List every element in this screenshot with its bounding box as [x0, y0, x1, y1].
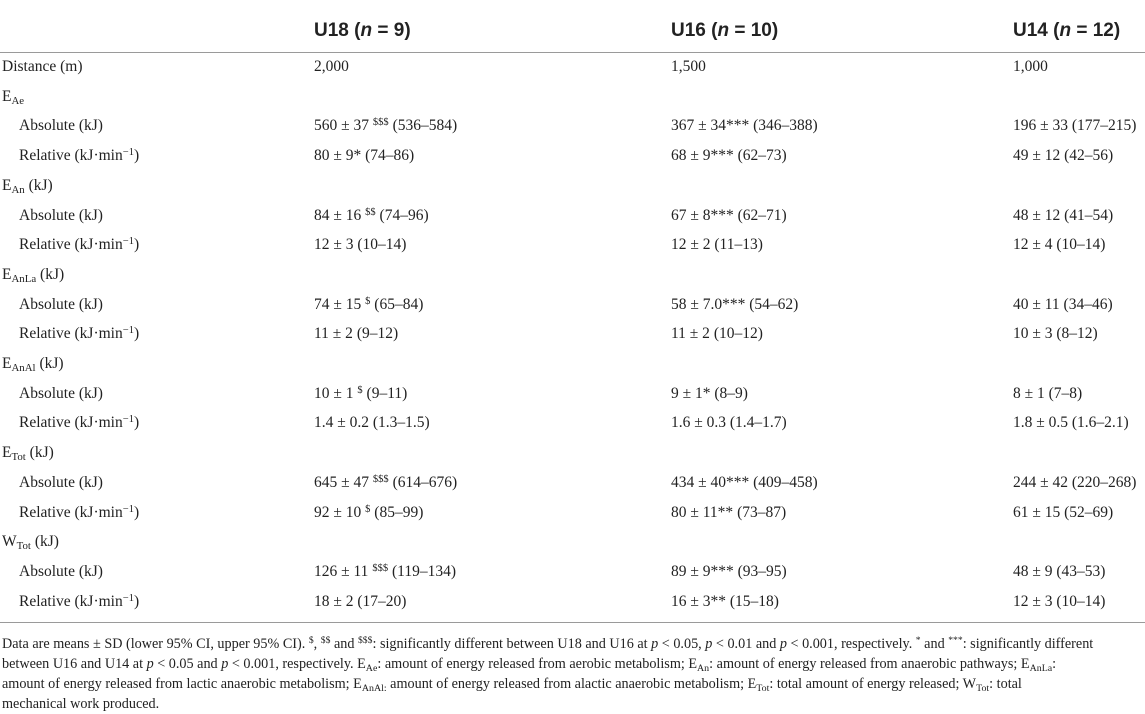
table-row [0, 117, 1145, 143]
fn-text: : significantly different between U18 and U16 at [372, 636, 652, 652]
table-row [0, 474, 1145, 500]
cell-ci: (73–87) [737, 503, 787, 521]
fn-text: < 0.05 and [153, 656, 222, 672]
row-label [19, 385, 103, 403]
cell-u16 [671, 147, 787, 165]
table-row [0, 147, 1145, 173]
row-label-unit: (kJ) [25, 444, 54, 462]
cell-ci: (54–62) [749, 295, 799, 313]
footer-rule [0, 622, 1145, 623]
fn-p: p [779, 636, 787, 652]
cell-value: 434 ± 40*** [671, 473, 750, 491]
cell-u14 [1013, 414, 1129, 432]
header-u16 [671, 20, 778, 42]
cell-u18 [314, 58, 349, 76]
cell-u18 [314, 147, 414, 165]
cell-u14 [1013, 385, 1082, 403]
fn-text: : total [989, 676, 1022, 692]
row-label-sub: Tot [11, 451, 26, 464]
row-label [19, 236, 139, 254]
cell-ci: (9–11) [366, 384, 408, 402]
table-row [0, 266, 1145, 292]
cell-u18 [314, 474, 457, 492]
row-label-unit: (kJ) [24, 176, 53, 194]
fn-sup: *** [948, 635, 963, 646]
fn-text: : significantly different [962, 636, 1094, 652]
cell-ci: (9–12) [356, 325, 399, 343]
row-label [2, 88, 24, 106]
row-label-sub: Ae [11, 94, 25, 107]
cell-u18 [314, 385, 407, 403]
row-label [19, 117, 103, 135]
fn-sup: $$$ [357, 635, 373, 646]
row-label-exp: −1 [122, 503, 134, 515]
cell-value: 80 ± 9* [314, 147, 362, 165]
row-label-text: E [2, 265, 12, 283]
cell-significance: $ [365, 503, 371, 515]
row-label [19, 296, 103, 314]
table-footnote [2, 634, 1142, 714]
cell-u18 [314, 504, 423, 522]
cell-value: 367 ± 34*** [671, 117, 750, 135]
table-row [0, 533, 1145, 559]
row-label [19, 414, 139, 432]
row-label [19, 504, 139, 522]
header-paren-open: ( [711, 20, 718, 41]
cell-value: 12 ± 3 [314, 236, 354, 254]
cell-value: 244 ± 42 (220–268) [1013, 473, 1137, 491]
header-paren-open: ( [1053, 20, 1060, 41]
cell-u14 [1013, 593, 1105, 611]
fn-text: : total amount of energy released; W [769, 676, 977, 692]
cell-u14 [1013, 325, 1098, 343]
cell-value: 2,000 [314, 58, 349, 75]
row-label-text: Relative (kJ·min [19, 325, 123, 343]
fn-text: and [920, 636, 949, 652]
fn-p: p [705, 636, 713, 652]
row-label [19, 147, 139, 165]
cell-u16 [671, 236, 763, 254]
fn-sub: Tot [756, 683, 770, 694]
cell-value: 196 ± 33 (177–215) [1013, 117, 1137, 135]
cell-value: 18 ± 2 [314, 592, 354, 610]
fn-sub: AnAl: [361, 683, 387, 694]
row-label-text: Relative (kJ·min [19, 592, 123, 610]
cell-significance: $$$ [372, 117, 389, 129]
header-label: U16 [671, 20, 706, 41]
table-row [0, 325, 1145, 351]
cell-significance: $ [365, 295, 371, 307]
row-label-text: Relative (kJ·min [19, 503, 123, 521]
cell-ci: (1.4–1.7) [729, 414, 787, 432]
cell-ci: (17–20) [357, 592, 407, 610]
row-label-sub: Tot [16, 540, 31, 553]
cell-u14 [1013, 296, 1113, 314]
fn-p: p [146, 656, 154, 672]
cell-ci: (62–73) [737, 147, 787, 165]
cell-value: 68 ± 9*** [671, 147, 734, 165]
row-label [19, 593, 139, 611]
cell-ci: (93–95) [737, 562, 787, 580]
header-n-symbol: n [717, 20, 730, 41]
table-row [0, 88, 1145, 114]
fn-sub: Ae [365, 663, 378, 674]
fn-text: between U16 and U14 at [2, 656, 147, 672]
row-label-text: Relative (kJ·min [19, 414, 123, 432]
cell-u16 [671, 385, 748, 403]
cell-value: 74 ± 15 [314, 295, 362, 313]
fn-text: , [313, 636, 321, 652]
fn-sup: $ [308, 635, 314, 646]
fn-text: mechanical work produced. [2, 696, 160, 712]
table-row [0, 385, 1145, 411]
header-n-symbol: n [360, 20, 373, 41]
row-label-close: ) [133, 592, 140, 610]
cell-u16 [671, 296, 798, 314]
row-label-unit: (kJ) [35, 355, 64, 372]
fn-text: amount of energy released from alactic anaerobic metabolism; E [386, 676, 757, 692]
fn-text: Data are means ± SD (lower 95% CI, upper 95% CI). [2, 636, 309, 652]
cell-value: 12 ± 2 [671, 236, 711, 254]
fn-text: < 0.05, [658, 636, 706, 652]
fn-text: amount of energy released from lactic anaerobic metabolism; E [2, 676, 362, 692]
table-row [0, 504, 1145, 530]
cell-u14 [1013, 563, 1105, 581]
row-label-sub: AnLa [11, 272, 37, 285]
header-label: U18 [314, 20, 349, 41]
footnote-line-2 [2, 654, 1142, 674]
row-label-text: E [2, 355, 12, 372]
row-label-sub: An [11, 183, 25, 196]
cell-value: 11 ± 2 [314, 325, 353, 343]
cell-value: 126 ± 11 [314, 562, 369, 580]
cell-value: 8 ± 1 (7–8) [1013, 384, 1083, 402]
cell-value: 12 ± 4 (10–14) [1013, 236, 1106, 254]
header-paren-close: ) [1113, 20, 1121, 41]
table-row [0, 414, 1145, 440]
row-label-text: Distance (m) [2, 58, 83, 75]
row-label-text: E [2, 176, 12, 194]
header-n-value: 10 [750, 20, 772, 41]
cell-value: 84 ± 16 [314, 206, 362, 224]
row-label-sub: AnAl [11, 362, 36, 374]
header-eq: = [729, 20, 751, 41]
cell-value: 61 ± 15 (52–69) [1013, 503, 1114, 521]
cell-u18 [314, 236, 406, 254]
cell-u16 [671, 474, 818, 492]
fn-text: : amount of energy released from aerobic metabolism; E [377, 656, 698, 672]
cell-u16 [671, 593, 779, 611]
row-label [19, 207, 103, 225]
cell-u18 [314, 207, 429, 225]
header-eq: = [1071, 20, 1093, 41]
row-label-exp: −1 [122, 592, 134, 604]
fn-sup: * [915, 635, 921, 646]
row-label-text: Relative (kJ·min [19, 236, 123, 254]
fn-text: : amount of energy released from anaerobic pathways; E [709, 656, 1030, 672]
fn-text: < 0.001, respectively. [786, 636, 916, 652]
cell-value: 40 ± 11 (34–46) [1013, 295, 1113, 313]
cell-value: 48 ± 9 (43–53) [1013, 562, 1106, 580]
cell-value: 49 ± 12 (42–56) [1013, 147, 1114, 165]
row-label-text: Absolute (kJ) [19, 384, 103, 402]
cell-value: 11 ± 2 [671, 325, 710, 343]
header-u14 [1013, 20, 1120, 42]
row-label-close: ) [133, 325, 140, 343]
cell-value: 1,500 [671, 58, 706, 75]
footnote-line-3 [2, 674, 1142, 694]
row-label [19, 563, 103, 581]
cell-value: 92 ± 10 [314, 503, 362, 521]
table-row [0, 563, 1145, 589]
cell-value: 1.8 ± 0.5 (1.6–2.1) [1013, 414, 1129, 432]
fn-text: and [330, 636, 358, 652]
cell-u18 [314, 593, 406, 611]
cell-u16 [671, 207, 787, 225]
cell-value: 12 ± 3 (10–14) [1013, 592, 1106, 610]
row-label-close: ) [133, 414, 140, 432]
cell-u14 [1013, 147, 1113, 165]
row-label-close: ) [133, 147, 140, 165]
row-label-text: Relative (kJ·min [19, 147, 123, 165]
row-label-text: W [2, 533, 17, 551]
row-label [19, 325, 139, 343]
fn-sub: Tot [976, 683, 990, 694]
cell-value: 89 ± 9*** [671, 562, 734, 580]
cell-significance: $$ [365, 206, 376, 218]
row-label-text: E [2, 444, 12, 462]
cell-value: 67 ± 8*** [671, 206, 734, 224]
cell-ci: (62–71) [737, 206, 787, 224]
cell-ci: (614–676) [392, 473, 458, 491]
cell-value: 48 ± 12 (41–54) [1013, 206, 1114, 224]
fn-text: : [1052, 656, 1057, 672]
row-label-text: Absolute (kJ) [19, 473, 103, 491]
cell-u16 [671, 58, 706, 76]
header-n-symbol: n [1059, 20, 1072, 41]
cell-u14 [1013, 236, 1105, 254]
cell-value: 1.4 ± 0.2 [314, 414, 370, 432]
fn-sub: AnLa [1029, 663, 1053, 674]
table-row [0, 355, 1145, 381]
cell-ci: (85–99) [374, 503, 424, 521]
cell-value: 58 ± 7.0*** [671, 295, 746, 313]
fn-p: p [221, 656, 229, 672]
cell-significance: $$$ [372, 473, 389, 485]
table-row [0, 444, 1145, 470]
row-label [2, 177, 53, 195]
cell-ci: (74–86) [365, 147, 415, 165]
header-label: U14 [1013, 20, 1048, 41]
table-row [0, 593, 1145, 619]
cell-value: 1.6 ± 0.3 [671, 414, 727, 432]
cell-u16 [671, 117, 818, 135]
header-rule [0, 52, 1145, 53]
table-row [0, 236, 1145, 262]
header-paren-close: ) [404, 20, 411, 41]
row-label [19, 474, 103, 492]
fn-text: < 0.001, respectively. E [228, 656, 366, 672]
cell-ci: (74–96) [379, 206, 429, 224]
cell-ci: (409–458) [753, 473, 818, 491]
cell-u18 [314, 296, 423, 314]
cell-value: 80 ± 11** [671, 503, 734, 521]
cell-u14 [1013, 474, 1136, 492]
row-label [2, 533, 59, 551]
header-paren-open: ( [354, 20, 361, 41]
row-label-text: Absolute (kJ) [19, 295, 103, 313]
footnote-line-1 [2, 634, 1142, 654]
cell-significance: $ [357, 384, 363, 396]
row-label-text: Absolute (kJ) [19, 117, 103, 135]
cell-ci: (10–14) [357, 236, 407, 254]
fn-sup: $$ [320, 635, 331, 646]
cell-ci: (15–18) [729, 592, 779, 610]
row-label-exp: −1 [122, 414, 134, 426]
cell-u14 [1013, 117, 1136, 135]
cell-ci: (8–9) [714, 384, 748, 402]
cell-value: 10 ± 1 [314, 384, 354, 402]
cell-ci: (11–13) [714, 236, 763, 254]
row-label-text: Absolute (kJ) [19, 562, 103, 580]
fn-p: p [651, 636, 659, 652]
row-label-close: ) [133, 236, 140, 254]
cell-ci: (346–388) [753, 117, 818, 135]
cell-u16 [671, 325, 763, 343]
cell-u14 [1013, 207, 1113, 225]
fn-sub: An [697, 663, 710, 674]
row-label-unit: (kJ) [30, 533, 59, 551]
cell-u18 [314, 563, 456, 581]
cell-value: 16 ± 3** [671, 592, 727, 610]
table-row [0, 58, 1145, 84]
row-label-exp: −1 [122, 147, 134, 159]
row-label [2, 444, 54, 462]
cell-u14 [1013, 504, 1113, 522]
row-label-exp: −1 [122, 236, 134, 248]
cell-value: 1,000 [1013, 58, 1048, 75]
row-label-exp: −1 [122, 325, 134, 337]
cell-u14 [1013, 58, 1048, 76]
cell-u16 [671, 563, 787, 581]
fn-text: < 0.01 and [712, 636, 780, 652]
cell-ci: (65–84) [374, 295, 424, 313]
cell-ci: (10–12) [713, 325, 763, 343]
cell-value: 9 ± 1* [671, 384, 711, 402]
row-label [2, 266, 64, 284]
table-row [0, 296, 1145, 322]
cell-ci: (536–584) [392, 117, 458, 135]
header-n-value: 12 [1092, 20, 1114, 41]
header-eq: = [372, 20, 394, 41]
row-label [2, 58, 82, 76]
cell-value: 10 ± 3 (8–12) [1013, 325, 1098, 343]
cell-u16 [671, 504, 786, 522]
cell-ci: (1.3–1.5) [372, 414, 430, 432]
cell-value: 645 ± 47 [314, 473, 370, 491]
cell-value: 560 ± 37 [314, 117, 370, 135]
row-label-close: ) [133, 503, 140, 521]
cell-u16 [671, 414, 787, 432]
cell-u18 [314, 414, 430, 432]
header-n-value: 9 [393, 20, 405, 41]
table-row [0, 177, 1145, 203]
row-label [2, 355, 64, 373]
cell-ci: (119–134) [391, 562, 456, 580]
footnote-line-4 [2, 694, 1142, 714]
table-row [0, 207, 1145, 233]
header-paren-close: ) [771, 20, 779, 41]
cell-u18 [314, 117, 457, 135]
row-label-unit: (kJ) [36, 265, 65, 283]
header-u18 [314, 20, 411, 42]
row-label-text: E [2, 87, 12, 105]
cell-significance: $$$ [372, 562, 389, 574]
cell-u18 [314, 325, 398, 343]
row-label-text: Absolute (kJ) [19, 206, 103, 224]
